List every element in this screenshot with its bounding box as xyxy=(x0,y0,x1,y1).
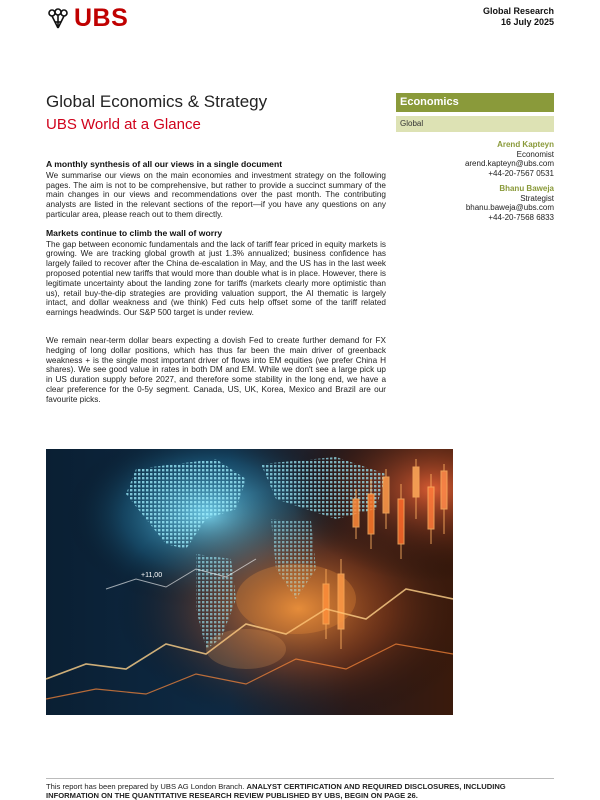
footer xyxy=(46,782,560,800)
section-paragraph: We remain near-term dollar bears expecting a dovish Fed to create further demand for FX hedging of long dollar positions, which has thus far been the main driver of greenback weakness + is the single most important driver of flows into EM equities (we prefer China H shares). We see good value in rates in both DM and EM. While we don't see a large pick up in US duration supply before 2027, and therefore some stability in the long end, we have a clear preference for the 0-5y segment. Canada, US, UK, Korea, Mexico and Brazil are our favourite picks. xyxy=(46,335,386,404)
section-paragraph: We summarise our views on the main economies and investment strategy on the following pages. The aim is not to be comprehensive, but rather to provide a succinct summary of the main changes in our views and recommendations over the past month. The contributing analysts are listed in the relevant sections of the report—if you have any questions on any particular area, please reach out to them directly. xyxy=(46,170,386,219)
cover-image xyxy=(46,449,453,715)
analyst-email[interactable]: bhanu.baweja@ubs.com xyxy=(465,203,554,212)
section-heading: A monthly synthesis of all our views in a single document xyxy=(46,159,283,169)
analyst-email[interactable]: arend.kapteyn@ubs.com xyxy=(464,159,554,168)
report-date: 16 July 2025 xyxy=(500,17,554,27)
page-subtitle: UBS World at a Glance xyxy=(46,116,201,133)
logo-text: UBS xyxy=(74,4,129,32)
category-bar: Economics xyxy=(396,93,554,112)
ubs-keys-icon xyxy=(46,8,70,30)
photo-label: +11,00 xyxy=(141,572,163,579)
world-market-graphic xyxy=(46,449,453,715)
ubs-logo xyxy=(46,6,128,31)
analyst-list xyxy=(465,140,554,222)
region-bar: Global xyxy=(396,116,554,132)
body-text xyxy=(46,160,386,414)
footer-text: This report has been prepared by UBS AG London Branch. xyxy=(46,782,245,791)
section-heading: Markets continue to climb the wall of worry xyxy=(46,227,223,238)
footer-disclosure: ANALYST CERTIFICATION AND REQUIRED DISCLOSURES, INCLUDING INFORMATION ON THE QUANTITATIVE RESEARCH REVIEW PUBLISHED BY UBS, BEGIN ON PAGE 26. xyxy=(46,782,506,800)
analyst-phone: +44-20-7568 6833 xyxy=(488,212,554,222)
section-paragraph: The gap between economic fundamentals and the lack of tariff fear priced in equity markets is growing. We are tracking global growth at just 1.3% annualized; business confidence has largely failed to recover after the China de-escalation in May, and the US has in the last week proposed potential new tariffs that would more than double what is in place. However, there is legitimate uncertainty about the landing zone for tariffs (markets clearly more optimistic than us), retail buy-the-dip strategies are providing valuation support, the AI thematic is largely intact, and dollar weakness and (we think) Fed cuts help offset some of the tariff related earnings headwinds. Our S&P 500 target is under review. xyxy=(46,239,386,318)
analyst-role: Economist xyxy=(516,149,554,159)
header-info xyxy=(483,6,554,28)
analyst-phone: +44-20-7567 0531 xyxy=(488,168,554,178)
analyst-role: Strategist xyxy=(520,193,554,203)
analyst-name: Arend Kapteyn xyxy=(497,140,554,149)
research-label: Global Research xyxy=(482,6,554,16)
analyst-name: Bhanu Baweja xyxy=(499,184,554,193)
footer-divider xyxy=(46,778,554,779)
page-title: Global Economics & Strategy xyxy=(46,92,268,111)
